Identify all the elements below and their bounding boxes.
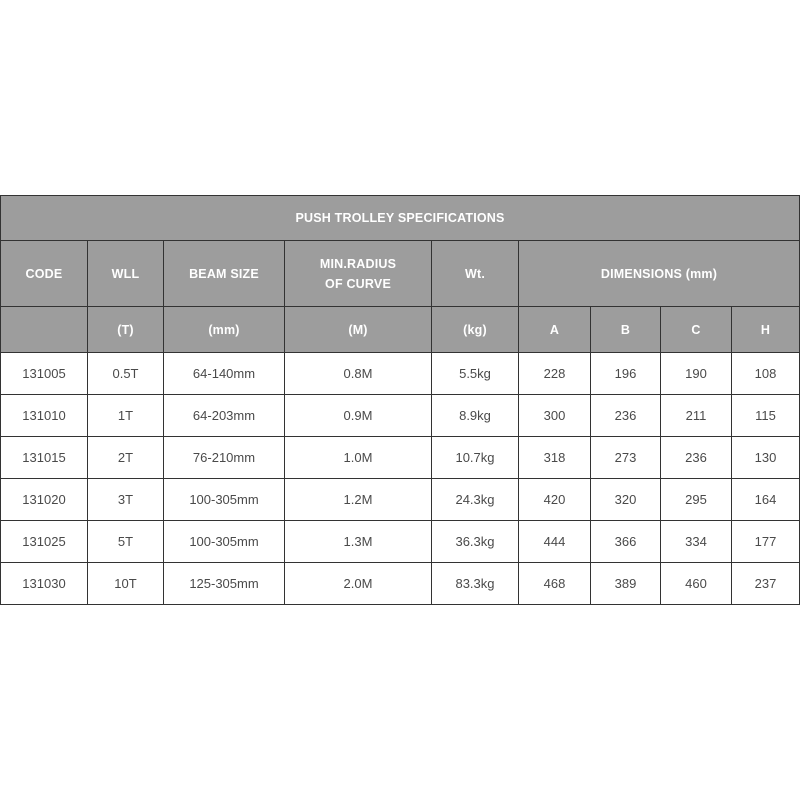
- table-row: [1, 521, 800, 563]
- unit-dim-b: B: [591, 307, 661, 353]
- cell-weight: 24.3kg: [432, 479, 519, 521]
- header-weight: Wt.: [432, 241, 519, 307]
- cell-dim-b: 236: [591, 395, 661, 437]
- cell-min-radius: 1.2M: [285, 479, 432, 521]
- cell-code: 131005: [1, 353, 88, 395]
- cell-dim-b: 366: [591, 521, 661, 563]
- unit-code: [1, 307, 88, 353]
- unit-weight: (kg): [432, 307, 519, 353]
- header-min-radius-line1: MIN.RADIUS: [319, 256, 397, 271]
- header-min-radius-line2: OF CURVE: [325, 276, 391, 291]
- cell-min-radius: 1.0M: [285, 437, 432, 479]
- cell-beam-size: 125-305mm: [164, 563, 285, 605]
- cell-dim-b: 389: [591, 563, 661, 605]
- table-row: [1, 563, 800, 605]
- cell-dim-c: 211: [661, 395, 732, 437]
- cell-beam-size: 100-305mm: [164, 521, 285, 563]
- cell-wll: 3T: [88, 479, 164, 521]
- table-row: [1, 395, 800, 437]
- cell-beam-size: 76-210mm: [164, 437, 285, 479]
- cell-dim-a: 228: [519, 353, 591, 395]
- cell-dim-h: 108: [732, 353, 800, 395]
- cell-dim-c: 236: [661, 437, 732, 479]
- cell-code: 131015: [1, 437, 88, 479]
- cell-dim-h: 237: [732, 563, 800, 605]
- unit-wll: (T): [88, 307, 164, 353]
- push-trolley-spec-table: [0, 195, 800, 605]
- cell-beam-size: 64-140mm: [164, 353, 285, 395]
- cell-min-radius: 2.0M: [285, 563, 432, 605]
- unit-header-row: [1, 307, 800, 353]
- header-wll: WLL: [88, 241, 164, 307]
- header-dimensions: DIMENSIONS (mm): [519, 241, 800, 307]
- cell-weight: 10.7kg: [432, 437, 519, 479]
- cell-code: 131030: [1, 563, 88, 605]
- cell-dim-c: 334: [661, 521, 732, 563]
- table-title: PUSH TROLLEY SPECIFICATIONS: [1, 196, 800, 241]
- cell-dim-a: 444: [519, 521, 591, 563]
- cell-code: 131020: [1, 479, 88, 521]
- cell-dim-c: 190: [661, 353, 732, 395]
- cell-wll: 0.5T: [88, 353, 164, 395]
- cell-weight: 8.9kg: [432, 395, 519, 437]
- table-row: [1, 353, 800, 395]
- cell-dim-a: 300: [519, 395, 591, 437]
- table-title-row: [1, 196, 800, 241]
- cell-dim-a: 318: [519, 437, 591, 479]
- cell-dim-a: 420: [519, 479, 591, 521]
- table-row: [1, 437, 800, 479]
- cell-weight: 83.3kg: [432, 563, 519, 605]
- cell-dim-h: 115: [732, 395, 800, 437]
- cell-wll: 10T: [88, 563, 164, 605]
- cell-wll: 5T: [88, 521, 164, 563]
- cell-dim-b: 196: [591, 353, 661, 395]
- header-code: CODE: [1, 241, 88, 307]
- table-row: [1, 479, 800, 521]
- unit-dim-a: A: [519, 307, 591, 353]
- cell-dim-c: 460: [661, 563, 732, 605]
- unit-beam-size: (mm): [164, 307, 285, 353]
- cell-weight: 5.5kg: [432, 353, 519, 395]
- cell-beam-size: 100-305mm: [164, 479, 285, 521]
- cell-beam-size: 64-203mm: [164, 395, 285, 437]
- cell-weight: 36.3kg: [432, 521, 519, 563]
- cell-dim-h: 164: [732, 479, 800, 521]
- header-beam-size: BEAM SIZE: [164, 241, 285, 307]
- header-min-radius: [285, 241, 432, 307]
- cell-dim-a: 468: [519, 563, 591, 605]
- cell-min-radius: 0.8M: [285, 353, 432, 395]
- cell-min-radius: 0.9M: [285, 395, 432, 437]
- cell-dim-b: 273: [591, 437, 661, 479]
- cell-min-radius: 1.3M: [285, 521, 432, 563]
- unit-dim-c: C: [661, 307, 732, 353]
- cell-dim-b: 320: [591, 479, 661, 521]
- cell-code: 131010: [1, 395, 88, 437]
- cell-code: 131025: [1, 521, 88, 563]
- cell-wll: 2T: [88, 437, 164, 479]
- cell-dim-c: 295: [661, 479, 732, 521]
- unit-min-radius: (M): [285, 307, 432, 353]
- cell-dim-h: 177: [732, 521, 800, 563]
- cell-wll: 1T: [88, 395, 164, 437]
- unit-dim-h: H: [732, 307, 800, 353]
- cell-dim-h: 130: [732, 437, 800, 479]
- column-header-row: [1, 241, 800, 307]
